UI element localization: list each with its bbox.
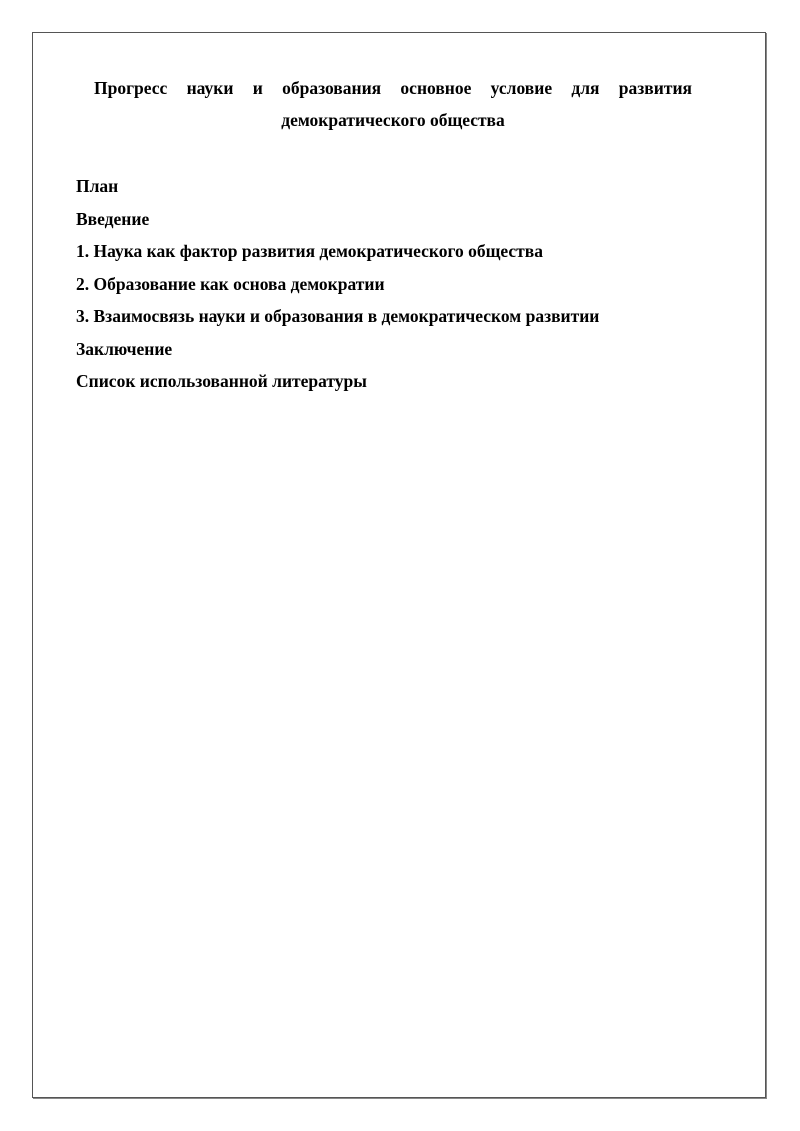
title-line-2: демократического общества	[281, 110, 505, 130]
plan-heading: План	[76, 176, 119, 196]
plan-item-references: Список использованной литературы	[76, 371, 367, 391]
document-title	[94, 72, 692, 136]
plan-item-3: 3. Взаимосвязь науки и образования в демократическом развитии	[76, 306, 600, 326]
plan-item-1: 1. Наука как фактор развития демократического общества	[76, 241, 543, 261]
plan-item-conclusion: Заключение	[76, 338, 173, 359]
plan-item-2: 2. Образование как основа демократии	[76, 273, 385, 294]
plan-list	[76, 170, 599, 398]
title-line-1: Прогресс науки и образования основное условие для развития	[94, 78, 692, 98]
plan-item-introduction: Введение	[76, 208, 150, 229]
